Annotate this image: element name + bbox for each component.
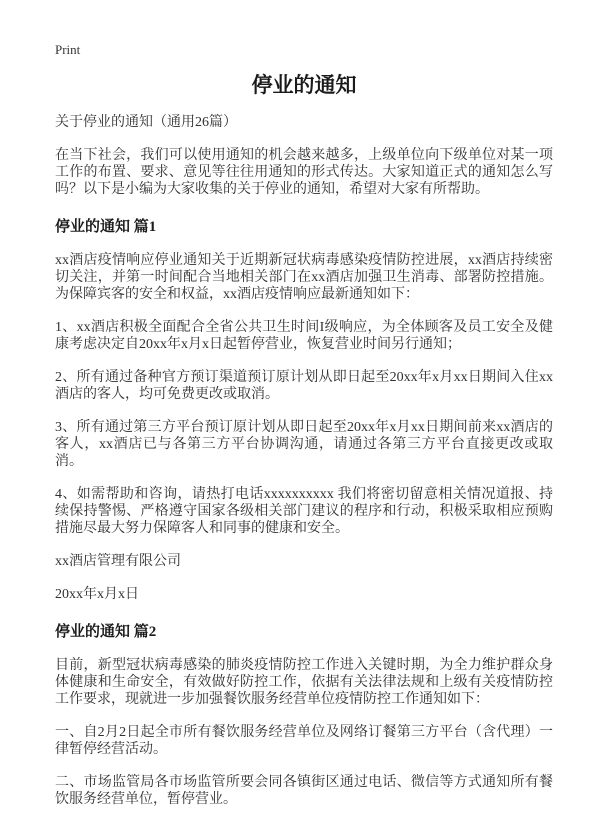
section-1-signature: xx酒店管理有限公司: [55, 554, 181, 569]
section-2-paragraph: 目前，新型冠状病毒感染的肺炎疫情防控工作进入关键时期，为全力维护群众身体健康和生命安全，有效做好防控工作，依据有关法律法规和上级有关疫情防控工作要求，现就进一步加强餐饮服务经营单位疫情防控工作通知如下：: [55, 658, 553, 707]
section-1-list-item-1: 1、xx酒店积极全面配合全省公共卫生时间I级响应，为全体顾客及员工安全及健康考虑决定自20xx年x月x日起暂停营业，恢复营业时间另行通知；: [55, 320, 553, 352]
section-1-heading: 停业的通知 篇1: [55, 219, 157, 235]
print-link[interactable]: Print: [55, 42, 81, 57]
page-subtitle: 关于停业的通知（通用26篇）: [55, 115, 237, 130]
section-1-list-item-4: 4、如需帮助和咨询，请热打电话xxxxxxxxxx 我们将密切留意相关情况道报、持续保持警惕、严格遵守国家各级相关部门建议的程序和行动，积极采取相应预购措施尽最大努力保障客人和同事的健康和安全。: [55, 487, 553, 536]
section-1-list-item-3: 3、所有通过第三方平台预订原计划从即日起至20xx年x月xx日期间前来xx酒店的客人，xx酒店已与各第三方平台协调沟通，请通过各第三方平台直接更改或取消。: [55, 420, 553, 469]
section-1-list-item-2: 2、所有通过备种官方预订渠道预订原计划从即日起至20xx年x月xx日期间入住xx酒店的客人，均可免费更改或取消。: [55, 370, 553, 402]
section-1-date: 20xx年x月x日: [55, 587, 139, 602]
section-1-paragraph: xx酒店疫情响应停业通知关于近期新冠状病毒感染疫情防控进展，xx酒店持续密切关注，并第一时间配合当地相关部门在xx酒店加强卫生消毒、部署防控措施。为保障宾客的安全和权益，xx酒店疫情响应最新通知如下：: [55, 253, 553, 302]
section-2-list-item-2: 二、市场监管局各市场监管所要会同各镇街区通过电话、微信等方式通知所有餐饮服务经营单位，暂停营业。: [55, 775, 553, 807]
section-2-heading: 停业的通知 篇2: [55, 624, 157, 640]
intro-paragraph: 在当下社会，我们可以使用通知的机会越来越多，上级单位向下级单位对某一项工作的布置、要求、意见等往往用通知的形式传达。大家知道正式的通知怎么写吗？以下是小编为大家收集的关于停业的通知，希望对大家有所帮助。: [55, 148, 553, 197]
section-2-list-item-1: 一、自2月2日起全市所有餐饮服务经营单位及网络订餐第三方平台（含代理）一律暂停经营活动。: [55, 725, 553, 757]
page-title: 停业的通知: [251, 73, 357, 97]
